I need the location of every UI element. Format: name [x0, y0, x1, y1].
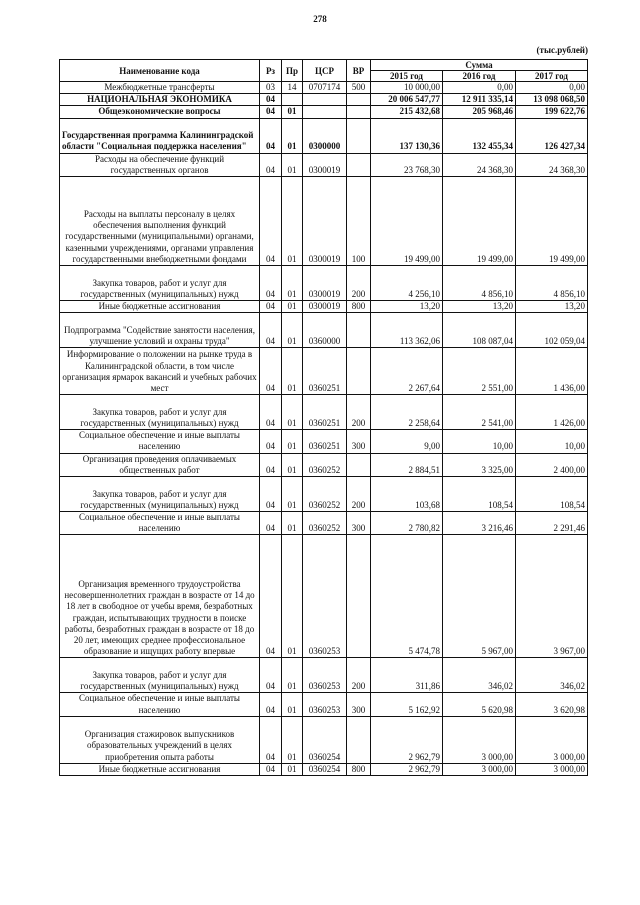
- row-2016: 10,00: [443, 430, 516, 453]
- row-csr: 0360251: [303, 348, 347, 395]
- page-number: 278: [313, 14, 327, 24]
- header-2017: 2017 год: [516, 71, 588, 82]
- row-vr: 500: [347, 82, 371, 94]
- table-row: [60, 118, 588, 153]
- row-vr: 100: [347, 177, 371, 266]
- row-vr: [347, 535, 371, 658]
- row-vr: [347, 348, 371, 395]
- row-pr: 01: [282, 658, 303, 693]
- table-row: [60, 82, 588, 94]
- row-csr: [303, 106, 347, 118]
- row-2017: 1 426,00: [516, 395, 588, 430]
- row-2016: 108 087,04: [443, 313, 516, 348]
- table-row: [60, 477, 588, 512]
- row-2017: 102 059,04: [516, 313, 588, 348]
- row-rz: 04: [260, 535, 282, 658]
- row-csr: [303, 94, 347, 106]
- row-csr: 0360254: [303, 763, 347, 775]
- row-vr: [347, 153, 371, 176]
- row-2016: 346,02: [443, 658, 516, 693]
- row-csr: 0300019: [303, 153, 347, 176]
- row-pr: 01: [282, 430, 303, 453]
- table-row: [60, 106, 588, 118]
- row-rz: 04: [260, 153, 282, 176]
- header-name: Наименование кода: [60, 60, 260, 82]
- header-2016: 2016 год: [443, 71, 516, 82]
- row-2016: 24 368,30: [443, 153, 516, 176]
- row-2017: 24 368,30: [516, 153, 588, 176]
- row-rz: 04: [260, 266, 282, 301]
- row-csr: 0360000: [303, 313, 347, 348]
- row-pr: 01: [282, 301, 303, 313]
- table-header: [60, 60, 588, 82]
- row-pr: 01: [282, 153, 303, 176]
- units-note: (тыс.рублей): [536, 45, 588, 55]
- row-csr: 0300000: [303, 118, 347, 153]
- row-2017: 10,00: [516, 430, 588, 453]
- row-rz: 04: [260, 348, 282, 395]
- row-csr: 0360251: [303, 395, 347, 430]
- row-vr: 800: [347, 763, 371, 775]
- table-row: [60, 430, 588, 453]
- row-name: Организация временного трудоустройства несовершеннолетних граждан в возрасте от 14 до 18 лет в свободное от учебы время, безработных граждан, испытывающих трудности в поиске работы, безработных граждан в возрасте от 18 до 20 лет, имеющих среднее профессиональное образование и ищущих работу впервые: [60, 535, 260, 658]
- row-2016: 4 856,10: [443, 266, 516, 301]
- row-name: Закупка товаров, работ и услуг для государственных (муниципальных) нужд: [60, 658, 260, 693]
- row-name: Информирование о положении на рынке труда в Калининградской области, в том числе организация ярмарок вакансий и учебных рабочих мест: [60, 348, 260, 395]
- header-sum: Сумма: [371, 60, 588, 71]
- row-vr: 800: [347, 301, 371, 313]
- row-2017: 199 622,76: [516, 106, 588, 118]
- row-csr: 0300019: [303, 266, 347, 301]
- row-vr: [347, 313, 371, 348]
- header-2015: 2015 год: [371, 71, 443, 82]
- row-2017: 126 427,34: [516, 118, 588, 153]
- row-csr: 0707174: [303, 82, 347, 94]
- header-rz: Рз: [260, 60, 282, 82]
- row-2016: 3 000,00: [443, 763, 516, 775]
- row-2016: 205 968,46: [443, 106, 516, 118]
- row-2016: 2 541,00: [443, 395, 516, 430]
- row-pr: 01: [282, 763, 303, 775]
- row-2016: 13,20: [443, 301, 516, 313]
- row-pr: 01: [282, 453, 303, 476]
- row-2016: 12 911 335,14: [443, 94, 516, 106]
- row-pr: 01: [282, 716, 303, 763]
- row-2017: 3 967,00: [516, 535, 588, 658]
- row-2015: 5 162,92: [371, 693, 443, 716]
- row-2015: 2 780,82: [371, 512, 443, 535]
- row-pr: 01: [282, 313, 303, 348]
- row-2015: 215 432,68: [371, 106, 443, 118]
- row-vr: [347, 118, 371, 153]
- row-rz: 04: [260, 313, 282, 348]
- row-pr: 01: [282, 477, 303, 512]
- row-csr: 0360252: [303, 477, 347, 512]
- row-csr: 0360251: [303, 430, 347, 453]
- row-2016: 2 551,00: [443, 348, 516, 395]
- table-row: [60, 301, 588, 313]
- row-2016: 108,54: [443, 477, 516, 512]
- row-name: Социальное обеспечение и иные выплаты населению: [60, 693, 260, 716]
- table-row: [60, 177, 588, 266]
- row-2015: 2 267,64: [371, 348, 443, 395]
- row-2015: 137 130,36: [371, 118, 443, 153]
- table-row: [60, 313, 588, 348]
- row-2015: 20 006 547,77: [371, 94, 443, 106]
- row-vr: 200: [347, 266, 371, 301]
- row-name: Государственная программа Калининградской области "Социальная поддержка населения": [60, 118, 260, 153]
- header-vr: ВР: [347, 60, 371, 82]
- row-2016: 3 216,46: [443, 512, 516, 535]
- row-pr: 01: [282, 106, 303, 118]
- row-csr: 0300019: [303, 301, 347, 313]
- row-rz: 04: [260, 430, 282, 453]
- row-rz: 04: [260, 177, 282, 266]
- row-name: Социальное обеспечение и иные выплаты населению: [60, 430, 260, 453]
- row-2015: 9,00: [371, 430, 443, 453]
- row-2017: 3 000,00: [516, 763, 588, 775]
- row-2016: 132 455,34: [443, 118, 516, 153]
- row-pr: 01: [282, 118, 303, 153]
- row-name: Закупка товаров, работ и услуг для государственных (муниципальных) нужд: [60, 477, 260, 512]
- row-vr: [347, 94, 371, 106]
- row-vr: [347, 453, 371, 476]
- table-row: [60, 453, 588, 476]
- row-vr: 200: [347, 477, 371, 512]
- row-rz: 04: [260, 716, 282, 763]
- row-2015: 2 258,64: [371, 395, 443, 430]
- table-row: [60, 266, 588, 301]
- row-2015: 113 362,06: [371, 313, 443, 348]
- row-name: Общеэкономические вопросы: [60, 106, 260, 118]
- row-2017: 1 436,00: [516, 348, 588, 395]
- row-name: Закупка товаров, работ и услуг для государственных (муниципальных) нужд: [60, 395, 260, 430]
- row-rz: 04: [260, 395, 282, 430]
- table-row: [60, 716, 588, 763]
- row-rz: 04: [260, 658, 282, 693]
- row-2015: 2 884,51: [371, 453, 443, 476]
- row-rz: 03: [260, 82, 282, 94]
- row-vr: 200: [347, 658, 371, 693]
- row-2015: 4 256,10: [371, 266, 443, 301]
- row-2017: 19 499,00: [516, 177, 588, 266]
- table-row: [60, 763, 588, 775]
- row-2016: 5 620,98: [443, 693, 516, 716]
- row-rz: 04: [260, 477, 282, 512]
- table-row: [60, 693, 588, 716]
- row-rz: 04: [260, 693, 282, 716]
- row-2017: 13 098 068,50: [516, 94, 588, 106]
- row-2016: 19 499,00: [443, 177, 516, 266]
- table-row: [60, 535, 588, 658]
- row-name: Межбюджетные трансферты: [60, 82, 260, 94]
- row-vr: 200: [347, 395, 371, 430]
- row-pr: 14: [282, 82, 303, 94]
- row-2015: 311,86: [371, 658, 443, 693]
- row-vr: 300: [347, 512, 371, 535]
- row-pr: 01: [282, 348, 303, 395]
- row-2015: 103,68: [371, 477, 443, 512]
- budget-table: [59, 59, 588, 776]
- row-vr: [347, 106, 371, 118]
- row-2017: 4 856,10: [516, 266, 588, 301]
- table-row: [60, 153, 588, 176]
- table-row: [60, 348, 588, 395]
- row-rz: 04: [260, 763, 282, 775]
- row-pr: 01: [282, 177, 303, 266]
- row-2017: 2 291,46: [516, 512, 588, 535]
- row-2016: 5 967,00: [443, 535, 516, 658]
- table-body: [60, 82, 588, 776]
- row-name: Расходы на обеспечение функций государственных органов: [60, 153, 260, 176]
- row-csr: 0360254: [303, 716, 347, 763]
- table-row: [60, 395, 588, 430]
- row-name: Организация проведения оплачиваемых общественных работ: [60, 453, 260, 476]
- row-2016: 3 000,00: [443, 716, 516, 763]
- row-name: НАЦИОНАЛЬНАЯ ЭКОНОМИКА: [60, 94, 260, 106]
- header-csr: ЦСР: [303, 60, 347, 82]
- row-2017: 3 000,00: [516, 716, 588, 763]
- row-2017: 13,20: [516, 301, 588, 313]
- table-row: [60, 94, 588, 106]
- row-vr: 300: [347, 430, 371, 453]
- row-csr: 0300019: [303, 177, 347, 266]
- row-2017: 3 620,98: [516, 693, 588, 716]
- row-name: Закупка товаров, работ и услуг для государственных (муниципальных) нужд: [60, 266, 260, 301]
- row-2015: 23 768,30: [371, 153, 443, 176]
- row-name: Иные бюджетные ассигнования: [60, 301, 260, 313]
- row-2017: 346,02: [516, 658, 588, 693]
- row-pr: 01: [282, 266, 303, 301]
- row-2015: 10 000,00: [371, 82, 443, 94]
- row-name: Иные бюджетные ассигнования: [60, 763, 260, 775]
- row-2015: 2 962,79: [371, 763, 443, 775]
- row-vr: [347, 716, 371, 763]
- row-rz: 04: [260, 94, 282, 106]
- row-csr: 0360252: [303, 512, 347, 535]
- row-pr: 01: [282, 512, 303, 535]
- row-pr: 01: [282, 395, 303, 430]
- row-2015: 19 499,00: [371, 177, 443, 266]
- row-csr: 0360252: [303, 453, 347, 476]
- row-pr: 01: [282, 535, 303, 658]
- header-pr: Пр: [282, 60, 303, 82]
- row-name: Социальное обеспечение и иные выплаты населению: [60, 512, 260, 535]
- row-2016: 3 325,00: [443, 453, 516, 476]
- row-2017: 108,54: [516, 477, 588, 512]
- row-2016: 0,00: [443, 82, 516, 94]
- row-2015: 2 962,79: [371, 716, 443, 763]
- row-2015: 13,20: [371, 301, 443, 313]
- table-row: [60, 512, 588, 535]
- row-rz: 04: [260, 512, 282, 535]
- row-rz: 04: [260, 106, 282, 118]
- row-csr: 0360253: [303, 535, 347, 658]
- row-2017: 0,00: [516, 82, 588, 94]
- row-pr: [282, 94, 303, 106]
- row-2015: 5 474,78: [371, 535, 443, 658]
- row-pr: 01: [282, 693, 303, 716]
- row-name: Организация стажировок выпускников образовательных учреждений в целях приобретения опыта работы: [60, 716, 260, 763]
- row-name: Подпрограмма "Содействие занятости населения, улучшение условий и охраны труда": [60, 313, 260, 348]
- row-rz: 04: [260, 453, 282, 476]
- row-csr: 0360253: [303, 693, 347, 716]
- row-2017: 2 400,00: [516, 453, 588, 476]
- row-name: Расходы на выплаты персоналу в целях обеспечения выполнения функций государственными (муниципальными) органами, казенными учреждениями, органами управления государственными внебюджетными фондами: [60, 177, 260, 266]
- row-rz: 04: [260, 301, 282, 313]
- row-vr: 300: [347, 693, 371, 716]
- row-csr: 0360253: [303, 658, 347, 693]
- row-rz: 04: [260, 118, 282, 153]
- table-row: [60, 658, 588, 693]
